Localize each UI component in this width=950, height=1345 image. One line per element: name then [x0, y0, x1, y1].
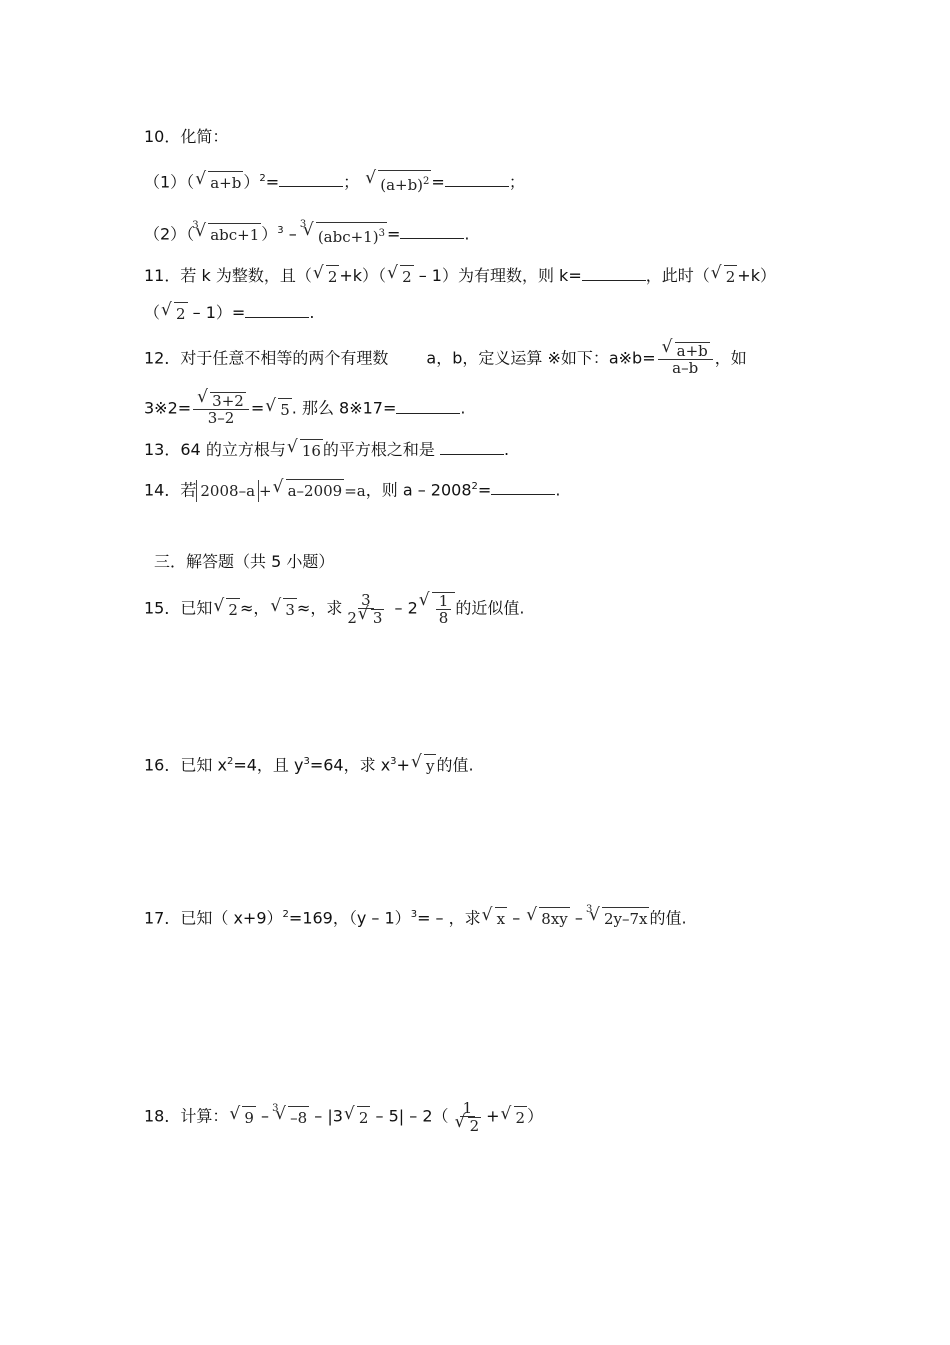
sqrt-2: √ 2 [357, 1106, 371, 1129]
sqrt-a-plus-b-squared: √ $(a+b)^2$ [378, 170, 431, 196]
cbrt-2y-minus-7x: √ 2y–7x 3 [602, 907, 650, 930]
sqrt-one-eighth: √ $\frac{1}{8}$ [432, 592, 456, 626]
answer-blank[interactable] [400, 222, 464, 239]
answer-blank[interactable] [445, 170, 509, 187]
sqrt-2: √ 2 [400, 265, 414, 288]
question-16: 16．已知 $x^2=4$，且 $y^3=64$，求 $x^3+√$ y 的值. [144, 751, 474, 777]
question-18: 18．计算：√ 9 – √ –8 3 – |3√ 2 – 5| – 2（ 1 √ 2 +√ 2 ） [144, 1100, 543, 1134]
fraction-3-over-2sqrt3: $\frac{3}{2√ 3}$ [344, 592, 387, 626]
sqrt-2: √ 2 [226, 598, 240, 621]
sqrt-a-minus-2009: √ a–2009 [286, 479, 345, 502]
question-15: 15．已知√ 2 ≈，√ 3 ≈，求 $\frac{3}{2√ 3}$ – 2 √ $\frac{1}{8}$ 的近似值. [144, 592, 524, 626]
question-11: 11．若 k 为整数，且（√ 2 +k）（√ 2 – 1）为有理数，则 k= ，此时（√ 2 +k） [144, 264, 776, 288]
question-14: 14．若 2008–a +√ a–2009 =a，则 $a - 2008^2=$ . [144, 476, 560, 502]
question-title: 化简： [180, 127, 229, 146]
answer-blank[interactable] [491, 478, 555, 495]
question-11-continued: （√ 2 – 1）= . [144, 301, 314, 325]
question-17: 17．已知（ x+9）$^2$=169，（y – 1）$^3$= – ，求√ x – √ 8xy – √ 2y–7x 3 的值. [144, 904, 687, 930]
fraction-example: √ $\frac{3+2}{3-2}$ [193, 392, 249, 426]
sqrt-5: √ 5 [278, 398, 292, 421]
sqrt-y: √ y [424, 754, 436, 777]
answer-blank[interactable] [440, 438, 504, 455]
cbrt-minus-8: √ –8 3 [288, 1106, 309, 1129]
sqrt-2: √ 2 [326, 265, 340, 288]
answer-blank[interactable] [582, 264, 646, 281]
sqrt-2: √ 2 [514, 1106, 528, 1129]
question-10-part-2: （2）（√ abc+1 3 ）$^3$ – √ $(abc+1)^3$ 3 = . [144, 220, 469, 248]
sqrt-a-plus-b: √ a+b [208, 171, 243, 194]
absolute-value: 2008–a [196, 480, 259, 502]
sqrt-2: √ 2 [174, 302, 188, 325]
question-12: 12．对于任意不相等的两个有理数 a，b，定义运算 ※如下：a※b= √ $\frac{a+b}{a-b}$ ，如 [144, 342, 747, 376]
question-number: 10． [144, 127, 181, 146]
answer-blank[interactable] [396, 397, 460, 414]
answer-blank[interactable] [279, 170, 343, 187]
sqrt-3: √ 3 [283, 598, 297, 621]
sqrt-9: √ 9 [242, 1106, 256, 1129]
fraction-1-over-sqrt2: 1 √ 2 [451, 1100, 485, 1134]
sqrt-2: √ 2 [724, 265, 738, 288]
cbrt-abc-plus-1-cubed: √ $(abc+1)^3$ 3 [316, 222, 387, 248]
question-10-part-1: （1）（√ a+b ）$^2$= ； √ $(a+b)^2$ = ； [144, 168, 525, 196]
question-10 [144, 126, 228, 148]
section-title: 三．解答题（共 5 小题） [154, 552, 335, 571]
sqrt-16: √ 16 [300, 439, 323, 462]
question-13: 13．64 的立方根与√ 16 的平方根之和是 . [144, 438, 509, 462]
question-12-continued: 3※2= √ $\frac{3+2}{3-2}$ =√ 5 . 那么 8※17= . [144, 392, 466, 426]
sqrt-8xy: √ 8xy [539, 907, 569, 930]
sqrt-x: √ x [495, 907, 507, 930]
cbrt-abc-plus-1: √ abc+1 3 [208, 223, 261, 246]
answer-blank[interactable] [245, 301, 309, 318]
fraction-sqrt-a-plus-b-over-a-minus-b: √ $\frac{a+b}{a-b}$ [658, 342, 713, 376]
